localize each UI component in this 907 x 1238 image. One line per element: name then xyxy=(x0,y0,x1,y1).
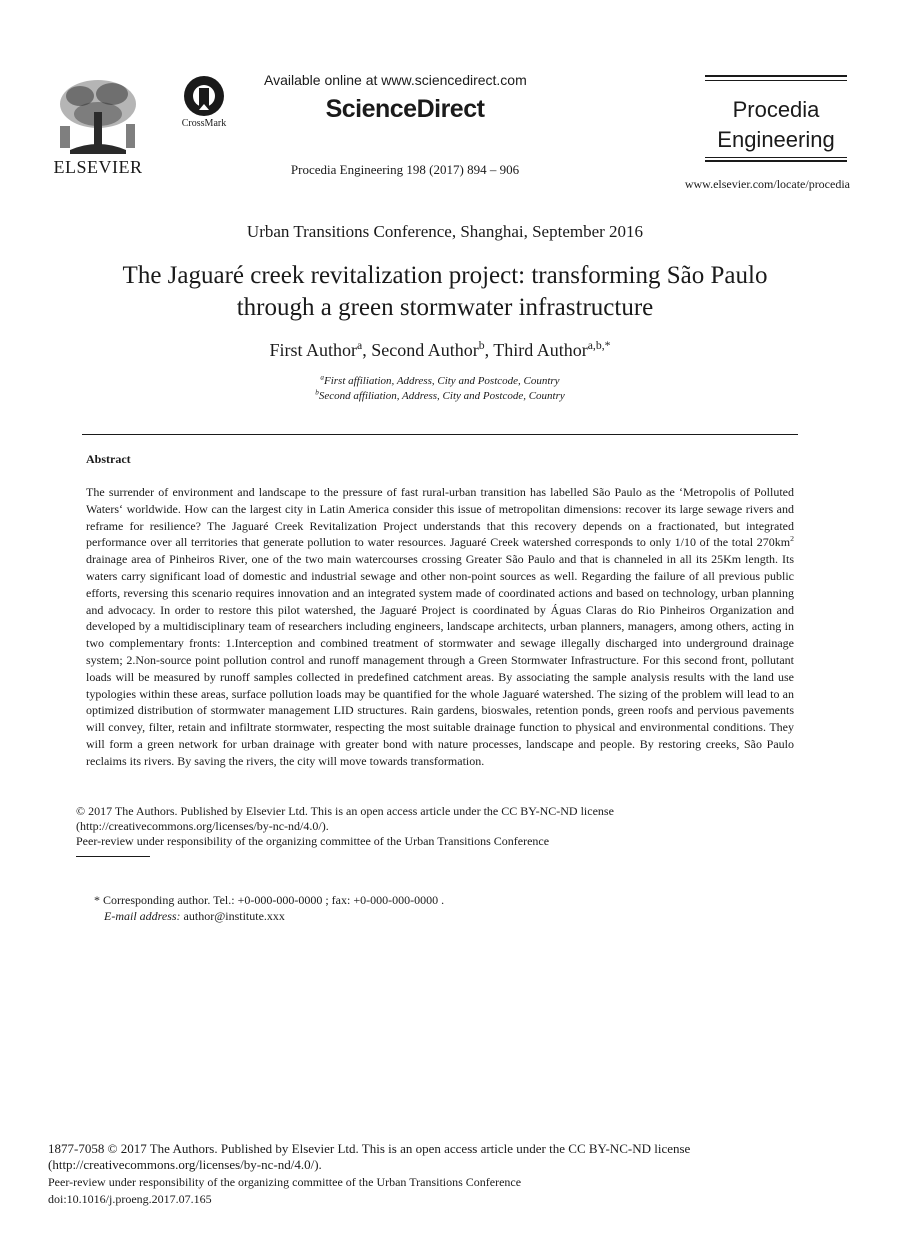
footnote-rule xyxy=(76,856,150,857)
author-affiliation-mark: a,b,* xyxy=(587,339,611,352)
footer-peer-review: Peer-review under responsibility of the organizing committee of the Urban Transitions Conference xyxy=(48,1175,522,1189)
email-address[interactable]: author@institute.xxx xyxy=(183,909,285,923)
author-affiliation-mark: b xyxy=(478,339,485,352)
peer-review-notice: Peer-review under responsibility of the organizing committee of the Urban Transitions Conference xyxy=(76,834,550,848)
footer-license-link[interactable]: (http://creativecommons.org/licenses/by-nc-nd/4.0/). xyxy=(48,1157,322,1172)
journal-box-rule-top-thin xyxy=(705,80,847,81)
journal-box-rule-top xyxy=(705,75,847,77)
affiliation: $^b$Second affiliation, Address, City and Postcode, Country xyxy=(315,388,565,402)
section-divider xyxy=(82,434,798,435)
journal-box-rule-bottom-thin xyxy=(705,157,847,158)
paper-title-line2: through a green stormwater infrastructure xyxy=(236,294,654,321)
author-affiliation-mark: a xyxy=(357,339,363,352)
journal-box-rule-bottom xyxy=(705,160,847,162)
license-link[interactable]: (http://creativecommons.org/licenses/by-nc-nd/4.0/). xyxy=(76,819,329,833)
sciencedirect-title: ScienceDirect xyxy=(325,95,485,123)
paper-title xyxy=(60,260,830,324)
author-name: Second Author xyxy=(371,340,479,360)
author-name: First Author xyxy=(269,340,358,360)
corresponding-author-note: * Corresponding author. Tel.: +0-000-000-0000 ; fax: +0-000-000-0000 . xyxy=(94,893,445,907)
journal-url-link[interactable]: www.elsevier.com/locate/procedia xyxy=(684,177,850,191)
paper-title-line1: The Jaguaré creek revitalization project: transforming São Paulo xyxy=(122,262,768,289)
author-list: First Author$^a$, Second Author$^b$, Third Author$^{a,b,*}$ xyxy=(269,339,611,360)
copyright-notice xyxy=(76,804,796,834)
journal-name-line1: Procedia xyxy=(732,97,820,122)
abstract-text: The surrender of environment and landscape to the pressure of fast rural-urban transition has labelled São Paulo as the ‘Metropolis of Polluted Waters‘ worldwide. How can the largest city in Latin America consider this issue of metropolitan dimensions: recover its large sewage rivers and reframe for resilience? The Jaguaré Creek Revitalization Project understands that this recovery depends on a fractionated, but integrated performance over all territories that generate pollution to water resources. Jaguaré Creek watershed corresponds to only 1/10 of the total $270km^2$ drainage area of Pinheiros River, one of the two main watercourses crossing Greater São Paulo and that is channeled in all its 25Km length. Its waters carry significant load of domestic and industrial sewage and other non-point sources as well. Regarding the failure of all previous public efforts, reversing this scenario requires innovation and an integrated system made of coordinated actions and based on technology, urban planning and advocacy. In order to restore this pilot watershed, the Jaguaré Project is coordinated by Águas Claras do Rio Pinheiros Organization and developed by a multidisciplinary team of researchers including engineers, landscape architects, urban planners, managers, among others, acting in two complementary fronts: 1.Interception and combined treatment of stormwater and sewage illegally discharged into underground drainage system; 2.Non-source point pollution control and runoff management through a Green Stormwater Infrastructure. For this second front, pollutant loads will be measured by runoff samples collected in predefined catchment areas. By associating the sample analysis results with the land use typologies within these areas, surface pollution loads may be quantified for the whole Jaguaré watershed. The sizing of the problem will lead to an optimized distribution of stormwater management LID structures. Rain gardens, bioswales, retention ponds, green roofs and pervious pavements will convey, filter, retain and infiltrate stormwater, respecting the most suitable drainage function to physical and environmental conditions. They will form a green network for urban drainage with greater bond with nature processes, landscape and people. By restoring creeks, São Paulo reclaims its rivers. By saving the rivers, the city will move towards transformation. xyxy=(86,485,794,768)
footer-issn-line: 1877-7058 © 2017 The Authors. Published by Elsevier Ltd. This is an open access article under the CC BY-NC-ND license xyxy=(48,1141,691,1156)
available-online-text[interactable]: Available online at www.sciencedirect.com xyxy=(264,72,527,88)
publisher-logo-text: ELSEVIER xyxy=(53,157,143,177)
crossmark-label: CrossMark xyxy=(181,118,227,129)
email-note xyxy=(104,909,804,924)
journal-name-line2: Engineering xyxy=(717,127,835,152)
copyright-line: © 2017 The Authors. Published by Elsevier Ltd. This is an open access article under the CC BY-NC-ND license xyxy=(76,804,614,818)
abstract-heading: Abstract xyxy=(86,452,131,466)
conference-name: Urban Transitions Conference, Shanghai, September 2016 xyxy=(246,222,644,241)
journal-reference: Procedia Engineering 198 (2017) 894 – 906 xyxy=(290,162,520,177)
author-name: Third Author xyxy=(493,340,588,360)
email-label: E-mail address: xyxy=(104,909,181,923)
footer-doi[interactable]: doi:10.1016/j.proeng.2017.07.165 xyxy=(48,1192,212,1206)
affiliation: $^a$First affiliation, Address, City and Postcode, Country xyxy=(320,373,560,387)
journal-name xyxy=(705,95,847,155)
